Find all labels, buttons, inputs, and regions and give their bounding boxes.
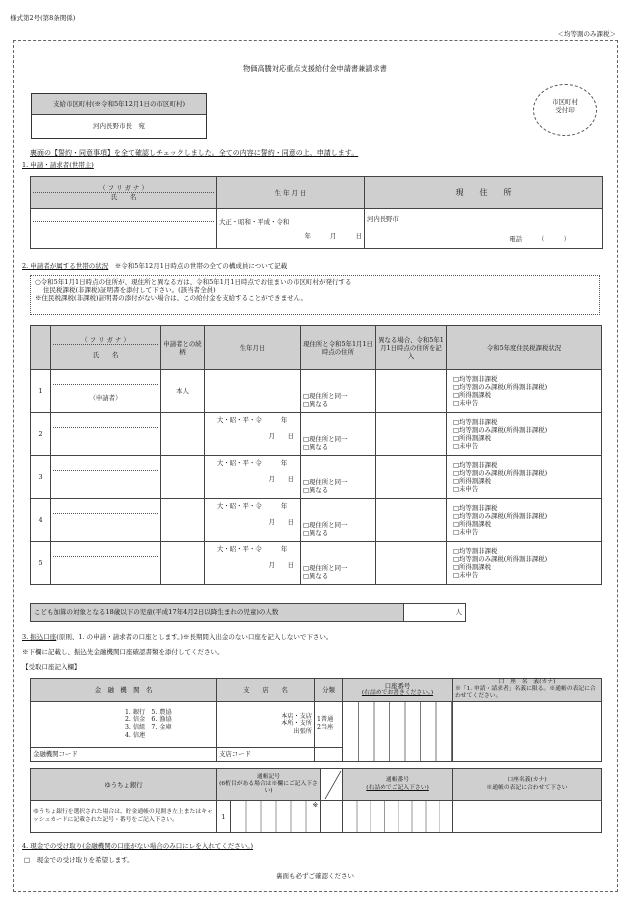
form-title: 物価高騰対応重点支援給付金申請書兼請求書 <box>243 64 387 73</box>
household-row <box>31 456 602 499</box>
member-name-field[interactable] <box>51 413 161 456</box>
relationship-field[interactable]: 本人 <box>161 370 205 413</box>
yucho-holder-field[interactable] <box>453 801 602 833</box>
applicant-address-field[interactable]: 河内長野市 電話 （ ） <box>365 209 603 249</box>
member-dob-field[interactable]: 大・昭・平・令 年 月 日 <box>205 413 301 456</box>
child-count-row: こども加算の対象となる18歳以下の児童(平成17年4月2日以降生まれの児童)の人数 人 <box>30 603 466 622</box>
tax-status-field[interactable]: □均等割非課税 □均等割のみ課税(所得割非課税) □所得割課税 □未申告 <box>447 413 602 456</box>
child-count-input[interactable]: 人 <box>403 604 465 621</box>
relationship-field[interactable] <box>161 456 205 499</box>
section3-heading-row: 3. 振込口座(原則、1. の申請・請求者の口座とします。)※長期間入出金のない口座を記入しないで下さい。 <box>22 633 333 641</box>
previous-address-field[interactable] <box>376 542 447 585</box>
form-number: 様式第2号(第8条関係) <box>10 14 76 22</box>
previous-address-field[interactable] <box>376 370 447 413</box>
member-dob-field[interactable]: 大・昭・平・令 年 月 日 <box>205 542 301 585</box>
tax-status-field[interactable]: □均等割非課税 □均等割のみ課税(所得割非課税) □所得割課税 □未申告 <box>447 499 602 542</box>
household-table: （ フ リ ガ ナ ） 氏 名 申請者との続柄 生年月日 現住所と令和5年1月1日時点の住所 異なる場合、令和5年1月1日時点の住所を記入 令和5年度住民税課税状況 1 （申請者） 本人 □現住所と同一 □異なる □均等割非課税 □均等割のみ課税(所得割非課税) □所得割課税 □未申告 2 大・昭・平・令 年 月 日 □現住所と同一 □異なる □均等割非課税 □均等割のみ課税(所得割非課税) □所得割課税 □未申告 3 大・昭・平・令 年 月 日 □現住所と同一 □異なる □均等割非課税 □均等割のみ課税(所得割非課税) □所得割課税 □未申告 4 大・昭・平・令 年 月 日 □現住所と同一 □異なる □均等割非課税 □均等割のみ課税(所得割非課税) □所得割課税 □未申告 5 大・昭・平・令 年 月 日 □現住所と同一 □異なる □均等割非課税 □均等割のみ課税(所得割非課税) □所得割課税 □未申告 <box>30 325 602 585</box>
address-same-field[interactable]: □現住所と同一 □異なる <box>301 413 376 456</box>
member-name-field[interactable] <box>51 499 161 542</box>
section3-note: ※下欄に記載し、振込先金融機関口座確認書類を添付してください。 <box>22 648 224 656</box>
member-name-field[interactable] <box>51 542 161 585</box>
section4-heading: 4. 現金での受け取り(金融機関の口座がない場合のみ口にレを入れてください。) <box>22 842 254 850</box>
yucho-number-field[interactable] <box>343 801 453 833</box>
slash-mark <box>323 770 343 800</box>
tax-status-field[interactable]: □均等割非課税 □均等割のみ課税(所得割非課税) □所得割課税 □未申告 <box>447 456 602 499</box>
account-holder-field[interactable] <box>453 701 602 761</box>
bank-name-field[interactable]: 1. 銀行 5. 農協 2. 信金 6. 漁協 3. 信組 7. 金庫 4. 信連 <box>31 701 217 747</box>
member-name-field[interactable]: （申請者） <box>51 370 161 413</box>
footer-note: 裏面も必ずご確認ください <box>276 872 354 880</box>
section1-heading: 1. 申請・請求者(世帯主) <box>22 161 94 169</box>
certificate-notice: ○令和5年1月1日時点の住所が、現住所と異なる方は、令和5年1月1日時点でお住まいの市区町村が発行する 住民税課税(非課税)証明書を添付して下さい。(該当者全員) ※住民税課税(非課税)証明書の添付がない場合は、この給付金を支給することができません。 <box>30 275 600 315</box>
relationship-field[interactable] <box>161 542 205 585</box>
member-name-field[interactable] <box>51 456 161 499</box>
applicant-name-field[interactable] <box>31 209 217 249</box>
cash-option-checkbox[interactable]: □ 現金での受け取りを希望します。 <box>24 856 134 864</box>
account-number-field[interactable] <box>343 701 453 761</box>
section2-heading-row: 2. 申請者が属する世帯の状況 ※令和5年12月1日時点の世帯の全ての構成員について記載 <box>22 262 288 270</box>
addressee: 河内長野市長 宛 <box>93 122 145 130</box>
member-dob-field[interactable] <box>205 370 301 413</box>
address-box <box>31 93 207 139</box>
account-title: 【受取口座記入欄】 <box>22 663 81 671</box>
yucho-kigo-field[interactable]: ※ <box>231 801 321 833</box>
branch-name-field[interactable]: 本店・支店 本所・支所 出張所 <box>217 701 315 747</box>
bank-code-field[interactable]: 金融機関コード <box>31 747 217 761</box>
account-type-field[interactable]: 1普通 2当座 <box>315 701 343 747</box>
municipality-label: 支給市区町村(※令和5年12月1日の市区町村) <box>32 94 206 115</box>
reception-stamp: 市区町村 受付印 <box>533 84 597 136</box>
previous-address-field[interactable] <box>376 413 447 456</box>
row-number: 1 <box>31 370 51 413</box>
household-row <box>31 499 602 542</box>
address-same-field[interactable]: □現住所と同一 □異なる <box>301 542 376 585</box>
relationship-field[interactable] <box>161 413 205 456</box>
tax-status-field[interactable]: □均等割非課税 □均等割のみ課税(所得割非課税) □所得割課税 □未申告 <box>447 370 602 413</box>
row-number: 3 <box>31 456 51 499</box>
household-row <box>31 413 602 456</box>
applicant-dob-field[interactable]: 大正・昭和・平成・令和 年 月 日 <box>217 209 365 249</box>
household-row <box>31 370 602 413</box>
row-number: 2 <box>31 413 51 456</box>
tax-status-field[interactable]: □均等割非課税 □均等割のみ課税(所得割非課税) □所得割課税 □未申告 <box>447 542 602 585</box>
previous-address-field[interactable] <box>376 456 447 499</box>
yucho-table: ゆうちょ銀行 通帳記号 (6桁目がある場合は※欄にご記入下さい) 通帳番号 (右詰めでご記入下さい) 口座名義(カナ) ※通帳の表記に合わせて下さい ゆうちょ銀行を選択された場合は、貯金通帳の見開き左上またはキャッシュカードに記載された記号・番号をご記入下さい。 1 ※ <box>30 768 602 833</box>
member-dob-field[interactable]: 大・昭・平・令 年 月 日 <box>205 499 301 542</box>
member-dob-field[interactable]: 大・昭・平・令 年 月 日 <box>205 456 301 499</box>
household-row <box>31 542 602 585</box>
bank-table: 金 融 機 関 名 支 店 名 分類 口座番号 (右詰めでお書きください。) 口 座 名 義(カナ) ※「1. 申請・請求者」名義に限る。※通帳の表記に合わせてください。 1. 銀行 5. 農協 2. 信金 6. 漁協 3. 信組 7. 金庫 4. 信連 本店・支店 本所・支所 出張所 1普通 2当座 金融機関コード 支店コード <box>30 678 602 762</box>
row-number: 4 <box>31 499 51 542</box>
address-same-field[interactable]: □現住所と同一 □異なる <box>301 370 376 413</box>
applicant-table: （ フ リ ガ ナ ） 氏 名 生 年 月 日 現 住 所 大正・昭和・平成・令和 年 月 日 河内長野市 電話 （ ） <box>30 176 603 249</box>
agreement-statement: 裏面の【誓約・同意事項】を全て確認しチェックしました。全ての内容に誓約・同意の上、申請します。 <box>30 149 359 157</box>
tax-tag: ＜均等割のみ課税＞ <box>557 30 616 38</box>
row-number: 5 <box>31 542 51 585</box>
branch-code-field[interactable]: 支店コード <box>217 747 315 761</box>
previous-address-field[interactable] <box>376 499 447 542</box>
address-same-field[interactable]: □現住所と同一 □異なる <box>301 456 376 499</box>
relationship-field[interactable] <box>161 499 205 542</box>
address-same-field[interactable]: □現住所と同一 □異なる <box>301 499 376 542</box>
